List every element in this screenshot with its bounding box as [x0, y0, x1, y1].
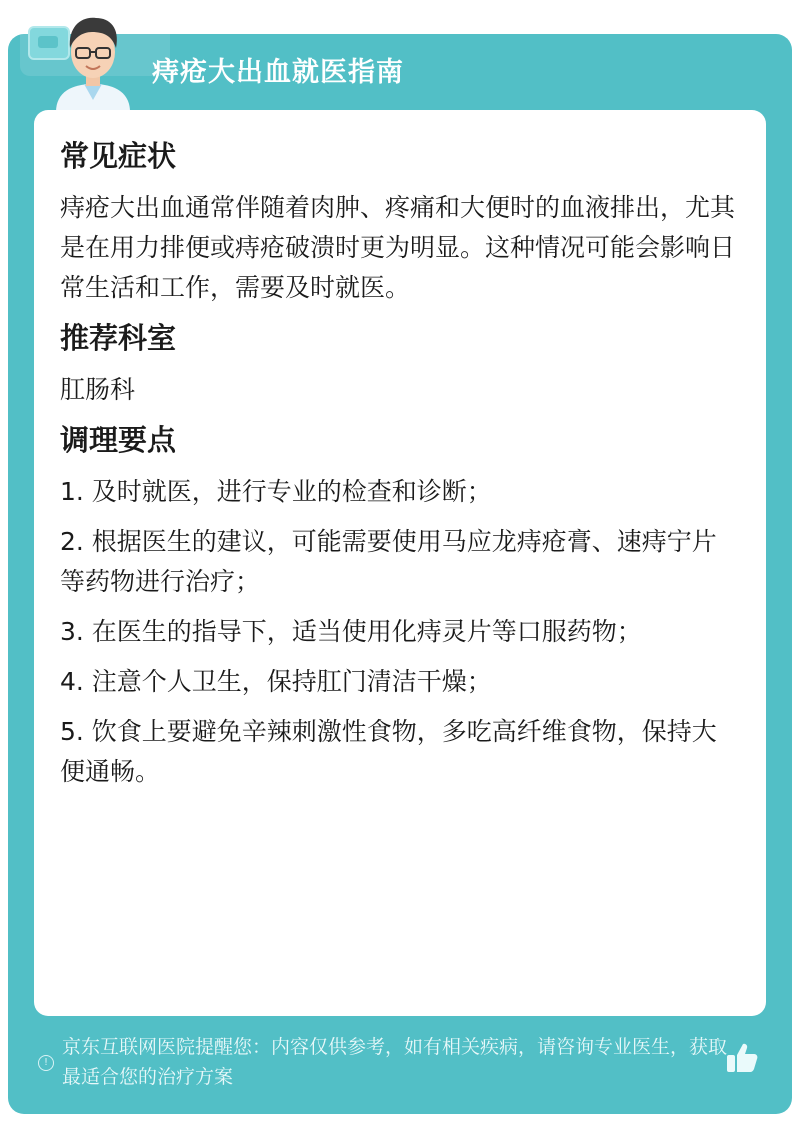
care-item: 1. 及时就医，进行专业的检查和诊断；: [60, 477, 492, 506]
department-body: 肛肠科: [60, 375, 136, 404]
care-heading: 调理要点: [60, 423, 177, 457]
footer-notice: 京东互联网医院提醒您：内容仅供参考，如有相关疾病，请咨询专业医生，获取最适合您的治疗方案: [62, 1036, 728, 1088]
care-item: 3. 在医生的指导下，适当使用化痔灵片等口服药物；: [60, 617, 642, 646]
symptoms-body: 痔疮大出血通常伴随着肉肿、疼痛和大便时的血液排出，尤其是在用力排便或痔疮破溃时更为明显。这种情况可能会影响日常生活和工作，需要及时就医。: [60, 193, 736, 302]
info-icon: !: [38, 1055, 54, 1071]
care-item: 5. 饮食上要避免辛辣刺激性食物，多吃高纤维食物，保持大便通畅。: [60, 717, 717, 786]
content-card: [34, 110, 766, 1016]
page-title: 痔疮大出血就医指南: [152, 57, 404, 88]
department-heading: 推荐科室: [60, 321, 177, 355]
card-content: [60, 136, 740, 802]
care-item: 4. 注意个人卫生，保持肛门清洁干燥；: [60, 667, 492, 696]
symptoms-heading: 常见症状: [60, 139, 177, 173]
care-item: 2. 根据医生的建议，可能需要使用马应龙痔疮膏、速痔宁片等药物进行治疗；: [60, 527, 717, 596]
doctor-avatar: [48, 8, 138, 112]
thumbs-up-icon[interactable]: [724, 1040, 760, 1076]
